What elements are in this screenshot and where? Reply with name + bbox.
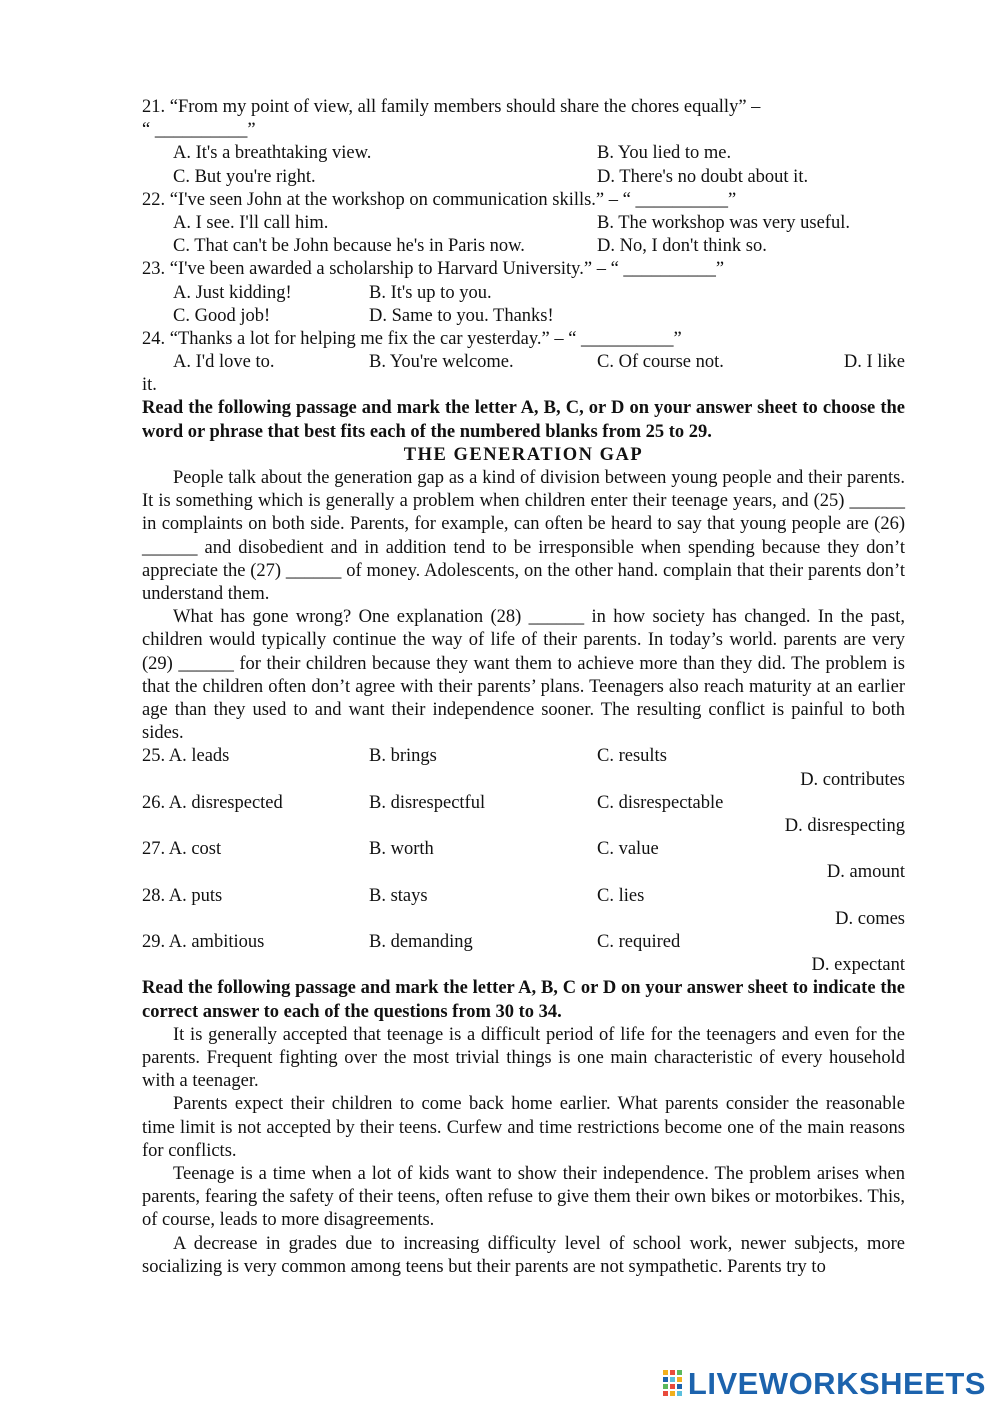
option-b[interactable]: B. brings [369,746,437,767]
passage-paragraph: Teenage is a time when a lot of kids want to show their independence. The problem arises when parents, fearing the safety of their teens, often refuse to give them their own bikes or motorbikes. This, of course, leads to more disagreements. [142,1163,905,1231]
answer-blank: “ __________” [142,120,256,141]
question-21 [142,96,905,189]
option-b[interactable]: B. demanding [369,931,473,952]
option-d-continued: it. [142,375,157,396]
option-d[interactable]: D. comes [835,908,905,929]
question-23 [142,258,905,328]
question-prompt: 22. “I've seen John at the workshop on communication skills.” – “ __________” [142,189,737,210]
passage-paragraph: People talk about the generation gap as a kind of division between young people and their parents. It is something which is generally a problem when children enter their teenage years, and (25) ______ in complaints on both side. Parents, for example, can often be heard to say that young people are (26) ______ and disobedient and in addition tend to be irresponsible when spending because they don’t appreciate the (27) ______ of money. Adolescents, on the other hand. complain that their parents don’t understand them. [142,468,905,605]
option-a[interactable]: 28. A. puts [142,885,223,906]
option-d[interactable]: D. Same to you. Thanks! [369,305,554,326]
instruction-reading: Read the following passage and mark the letter A, B, C or D on your answer sheet to indicate the correct answer to each of the questions from 30 to 34. [142,978,905,1022]
option-a[interactable]: A. Just kidding! [173,282,292,303]
option-c[interactable]: C. Of course not. [597,352,724,373]
option-b[interactable]: B. It's up to you. [369,282,492,303]
cloze-question-25 [142,745,905,791]
option-d[interactable]: D. contributes [800,769,905,790]
passage-paragraph: Parents expect their children to come back home earlier. What parents consider the reasonable time limit is not accepted by their teens. Curfew and time restrictions become one of the main reasons for conflicts. [142,1094,905,1161]
option-b[interactable]: B. stays [369,885,428,906]
option-c[interactable]: C. That can't be John because he's in Paris now. [173,236,525,257]
option-c[interactable]: C. But you're right. [173,166,316,187]
option-a[interactable]: A. I'd love to. [173,352,275,373]
liveworksheets-logo-icon [662,1369,684,1399]
worksheet-page [142,96,905,1279]
option-a[interactable]: 26. A. disrespected [142,792,283,813]
cloze-question-27 [142,838,905,884]
question-prompt: 23. “I've been awarded a scholarship to Harvard University.” – “ __________” [142,259,725,280]
option-c[interactable]: C. disrespectable [597,792,724,813]
passage-title: THE GENERATION GAP [403,444,644,465]
option-b[interactable]: B. disrespectful [369,792,486,813]
option-c[interactable]: C. Good job! [173,305,271,326]
passage-paragraph: What has gone wrong? One explanation (28) ______ in how society has changed. In the past, children would typically continue the way of life of their parents. In today’s world. parents are very (29) ______ for their children because they want them to achieve more than they did. The problem is that the children often don’t agree with their parents’ plans. Teenagers also reach maturity at an earlier age than they used to and want their independence sooner. The resulting conflict is painful to both sides. [142,607,905,744]
option-d[interactable]: D. No, I don't think so. [597,236,767,257]
option-b[interactable]: B. worth [369,839,434,860]
cloze-question-28 [142,885,905,931]
option-a[interactable]: 27. A. cost [142,839,222,860]
option-a[interactable]: 29. A. ambitious [142,931,265,952]
question-22 [142,189,905,259]
passage-paragraph: It is generally accepted that teenage is a difficult period of life for the teenagers and even for the parents. Frequent fighting over the most trivial things is one main characteristic of every household with a teenager. [142,1024,905,1092]
option-c[interactable]: C. results [597,746,667,767]
option-a[interactable]: A. I see. I'll call him. [173,212,329,233]
option-c[interactable]: C. value [597,839,659,860]
option-a[interactable]: A. It's a breathtaking view. [173,143,372,164]
option-b[interactable]: B. The workshop was very useful. [597,212,850,233]
cloze-options [142,745,905,977]
cloze-question-26 [142,792,905,838]
question-24 [142,328,905,398]
option-d[interactable]: D. I like [843,352,905,373]
instruction-cloze: Read the following passage and mark the letter A, B, C, or D on your answer sheet to choose the word or phrase that best fits each of the numbered blanks from 25 to 29. [142,398,905,442]
option-a[interactable]: 25. A. leads [142,746,230,767]
option-d[interactable]: D. expectant [811,955,905,976]
option-c[interactable]: C. required [597,931,681,952]
option-c[interactable]: C. lies [597,885,645,906]
option-d[interactable]: D. disrespecting [784,816,905,837]
question-prompt: 21. “From my point of view, all family members should share the chores equally” – [142,97,761,117]
cloze-question-29 [142,931,905,977]
option-d[interactable]: D. There's no doubt about it. [597,166,809,187]
passage-paragraph: A decrease in grades due to increasing difficulty level of school work, newer subjects, more socializing is very common among teens but their parents are not sympathetic. Parents try to [142,1233,905,1277]
option-b[interactable]: B. You're welcome. [369,352,514,373]
option-d[interactable]: D. amount [826,862,905,883]
option-b[interactable]: B. You lied to me. [597,143,732,164]
brand-name: LIVEWORKSHEETS [687,1366,986,1401]
liveworksheets-brand [662,1366,986,1402]
question-prompt: 24. “Thanks a lot for helping me fix the car yesterday.” – “ __________” [142,328,682,349]
